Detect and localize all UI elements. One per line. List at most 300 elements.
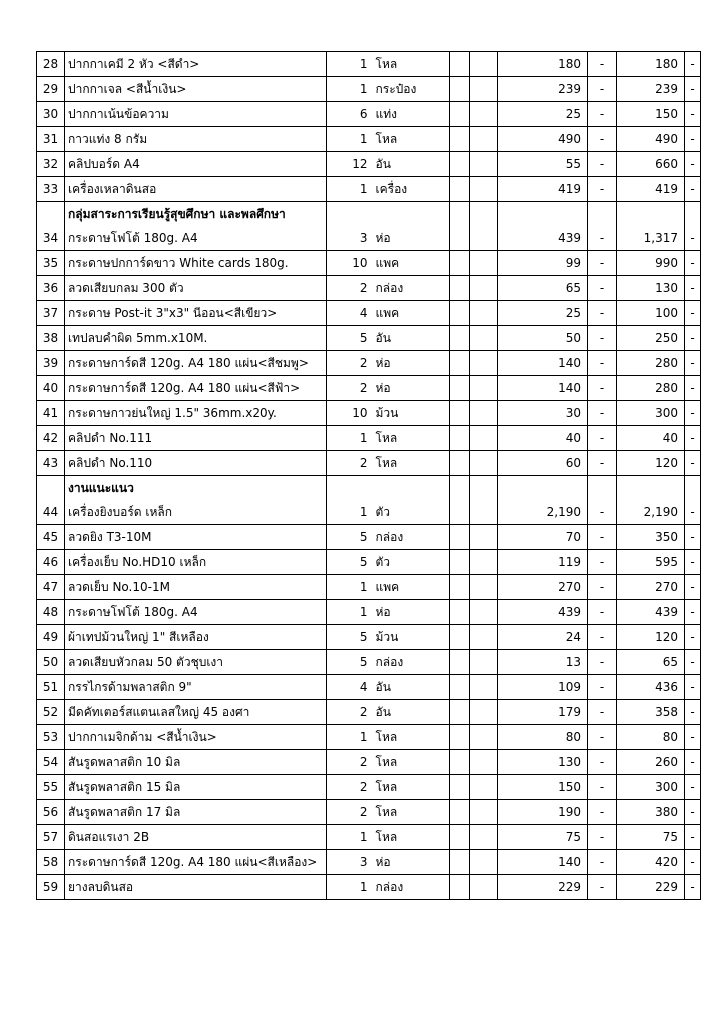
table-row bbox=[37, 775, 701, 800]
item-name: คลิปบอร์ด A4 bbox=[65, 152, 327, 177]
blank-cell-a bbox=[450, 850, 470, 875]
total-price: 65 bbox=[617, 650, 685, 675]
unit-price: 130 bbox=[498, 750, 588, 775]
blank-cell-b bbox=[470, 575, 498, 600]
item-name: กระดาษ Post-it 3"x3" นีออน<สีเขียว> bbox=[65, 301, 327, 326]
unit-price: 190 bbox=[498, 800, 588, 825]
item-quantity: 2 bbox=[327, 276, 372, 301]
row-number: 28 bbox=[37, 52, 65, 77]
price-satang: - bbox=[588, 251, 617, 276]
unit-price: 150 bbox=[498, 775, 588, 800]
item-unit: อัน bbox=[372, 326, 450, 351]
unit-price: 239 bbox=[498, 77, 588, 102]
blank-cell-a bbox=[450, 251, 470, 276]
item-name: กระดาษโฟโต้ 180g. A4 bbox=[65, 600, 327, 625]
blank-cell-a bbox=[450, 700, 470, 725]
unit-price: 179 bbox=[498, 700, 588, 725]
total-satang: - bbox=[685, 127, 701, 152]
table-row bbox=[37, 525, 701, 550]
unit-price: 2,190 bbox=[498, 500, 588, 525]
blank-cell-a bbox=[450, 52, 470, 77]
item-name: ปากกาเน้นข้อความ bbox=[65, 102, 327, 127]
price-satang: - bbox=[588, 825, 617, 850]
group-heading-row bbox=[37, 202, 701, 227]
row-number: 31 bbox=[37, 127, 65, 152]
total-price: 280 bbox=[617, 376, 685, 401]
total-satang: - bbox=[685, 226, 701, 251]
row-number: 38 bbox=[37, 326, 65, 351]
total-price: 436 bbox=[617, 675, 685, 700]
item-name: กระดาษปกการ์ดขาว White cards 180g. bbox=[65, 251, 327, 276]
blank-cell-b bbox=[470, 750, 498, 775]
row-number: 55 bbox=[37, 775, 65, 800]
table-row bbox=[37, 301, 701, 326]
blank-cell-a bbox=[450, 451, 470, 476]
item-unit: โหล bbox=[372, 775, 450, 800]
total-satang: - bbox=[685, 152, 701, 177]
table-row bbox=[37, 326, 701, 351]
table-row bbox=[37, 152, 701, 177]
total-price: 660 bbox=[617, 152, 685, 177]
row-number: 41 bbox=[37, 401, 65, 426]
table-row bbox=[37, 52, 701, 77]
table-row bbox=[37, 750, 701, 775]
table-row bbox=[37, 875, 701, 900]
item-unit: กล่อง bbox=[372, 525, 450, 550]
table-row bbox=[37, 650, 701, 675]
supply-list-table bbox=[36, 51, 701, 900]
table-row bbox=[37, 725, 701, 750]
price-satang: - bbox=[588, 426, 617, 451]
total-satang: - bbox=[685, 875, 701, 900]
row-number: 34 bbox=[37, 226, 65, 251]
total-satang: - bbox=[685, 251, 701, 276]
blank-cell-b bbox=[470, 650, 498, 675]
item-name: กรรไกรด้ามพลาสติก 9" bbox=[65, 675, 327, 700]
item-unit: กล่อง bbox=[372, 276, 450, 301]
item-quantity: 2 bbox=[327, 376, 372, 401]
blank-cell-b bbox=[470, 525, 498, 550]
total-satang: - bbox=[685, 77, 701, 102]
item-unit: ห่อ bbox=[372, 376, 450, 401]
blank-cell-a bbox=[450, 177, 470, 202]
unit-price: 25 bbox=[498, 102, 588, 127]
total-satang: - bbox=[685, 401, 701, 426]
blank-cell-a bbox=[450, 77, 470, 102]
unit-price: 439 bbox=[498, 600, 588, 625]
table-row bbox=[37, 251, 701, 276]
item-quantity: 6 bbox=[327, 102, 372, 127]
blank-cell-b bbox=[470, 401, 498, 426]
item-unit: โหล bbox=[372, 750, 450, 775]
table-row bbox=[37, 550, 701, 575]
item-name: คลิปดำ No.111 bbox=[65, 426, 327, 451]
row-number: 54 bbox=[37, 750, 65, 775]
price-satang: - bbox=[588, 351, 617, 376]
total-satang: - bbox=[685, 426, 701, 451]
total-satang: - bbox=[685, 650, 701, 675]
unit-price: 55 bbox=[498, 152, 588, 177]
item-name: ปากกาเคมี 2 หัว <สีดำ> bbox=[65, 52, 327, 77]
total-price: 100 bbox=[617, 301, 685, 326]
blank-cell-b bbox=[470, 276, 498, 301]
item-unit: ห่อ bbox=[372, 226, 450, 251]
total-price: 419 bbox=[617, 177, 685, 202]
table-row bbox=[37, 77, 701, 102]
price-satang: - bbox=[588, 875, 617, 900]
item-quantity: 3 bbox=[327, 226, 372, 251]
blank-cell-b bbox=[470, 77, 498, 102]
group-section-health bbox=[37, 202, 701, 251]
total-price: 80 bbox=[617, 725, 685, 750]
blank-cell-b bbox=[470, 251, 498, 276]
row-number: 49 bbox=[37, 625, 65, 650]
unit-price: 140 bbox=[498, 351, 588, 376]
price-satang: - bbox=[588, 575, 617, 600]
total-satang: - bbox=[685, 725, 701, 750]
item-quantity: 1 bbox=[327, 500, 372, 525]
total-price: 120 bbox=[617, 625, 685, 650]
item-unit: โหล bbox=[372, 127, 450, 152]
total-price: 300 bbox=[617, 775, 685, 800]
total-price: 260 bbox=[617, 750, 685, 775]
unit-price: 439 bbox=[498, 226, 588, 251]
blank-cell-a bbox=[450, 351, 470, 376]
table-row bbox=[37, 800, 701, 825]
total-satang: - bbox=[685, 525, 701, 550]
blank-cell-b bbox=[470, 725, 498, 750]
blank-cell-b bbox=[470, 52, 498, 77]
item-quantity: 12 bbox=[327, 152, 372, 177]
item-name: เทปลบคำผิด 5mm.x10M. bbox=[65, 326, 327, 351]
price-satang: - bbox=[588, 550, 617, 575]
item-quantity: 5 bbox=[327, 625, 372, 650]
row-number: 44 bbox=[37, 500, 65, 525]
price-satang: - bbox=[588, 775, 617, 800]
row-number: 57 bbox=[37, 825, 65, 850]
unit-price: 70 bbox=[498, 525, 588, 550]
price-satang: - bbox=[588, 675, 617, 700]
item-name: สันรูดพลาสติก 15 มิล bbox=[65, 775, 327, 800]
blank-cell-b bbox=[470, 426, 498, 451]
blank-cell-a bbox=[450, 750, 470, 775]
price-satang: - bbox=[588, 650, 617, 675]
total-satang: - bbox=[685, 575, 701, 600]
blank-cell-a bbox=[450, 825, 470, 850]
item-quantity: 1 bbox=[327, 575, 372, 600]
item-quantity: 5 bbox=[327, 326, 372, 351]
blank-cell-b bbox=[470, 625, 498, 650]
total-satang: - bbox=[685, 52, 701, 77]
unit-price: 50 bbox=[498, 326, 588, 351]
price-satang: - bbox=[588, 525, 617, 550]
item-name: เครื่องเหลาดินสอ bbox=[65, 177, 327, 202]
group-section-guidance bbox=[37, 476, 701, 525]
table-body-c bbox=[37, 525, 701, 900]
item-name: ลวดเย็บ No.10-1M bbox=[65, 575, 327, 600]
item-name: ดินสอแรเงา 2B bbox=[65, 825, 327, 850]
item-unit: โหล bbox=[372, 426, 450, 451]
total-price: 120 bbox=[617, 451, 685, 476]
total-price: 150 bbox=[617, 102, 685, 127]
total-price: 75 bbox=[617, 825, 685, 850]
blank-cell-a bbox=[450, 127, 470, 152]
total-price: 270 bbox=[617, 575, 685, 600]
unit-price: 140 bbox=[498, 850, 588, 875]
row-number: 43 bbox=[37, 451, 65, 476]
price-satang: - bbox=[588, 52, 617, 77]
price-satang: - bbox=[588, 77, 617, 102]
item-unit: ห่อ bbox=[372, 600, 450, 625]
total-price: 380 bbox=[617, 800, 685, 825]
item-quantity: 1 bbox=[327, 52, 372, 77]
blank-cell-a bbox=[450, 401, 470, 426]
blank-cell-a bbox=[450, 600, 470, 625]
total-price: 350 bbox=[617, 525, 685, 550]
unit-price: 13 bbox=[498, 650, 588, 675]
item-name: กาวแท่ง 8 กรัม bbox=[65, 127, 327, 152]
total-price: 229 bbox=[617, 875, 685, 900]
total-satang: - bbox=[685, 351, 701, 376]
group-heading: กลุ่มสาระการเรียนรู้สุขศึกษา และพลศึกษา bbox=[65, 202, 327, 227]
total-price: 1,317 bbox=[617, 226, 685, 251]
blank-cell-b bbox=[470, 550, 498, 575]
blank-cell-b bbox=[470, 451, 498, 476]
row-number: 59 bbox=[37, 875, 65, 900]
item-unit: ม้วน bbox=[372, 625, 450, 650]
unit-price: 140 bbox=[498, 376, 588, 401]
item-unit: อัน bbox=[372, 675, 450, 700]
item-name: ผ้าเทปม้วนใหญ่ 1" สีเหลือง bbox=[65, 625, 327, 650]
item-quantity: 4 bbox=[327, 675, 372, 700]
table-row bbox=[37, 500, 701, 525]
blank-cell-a bbox=[450, 775, 470, 800]
price-satang: - bbox=[588, 850, 617, 875]
blank-cell-a bbox=[450, 650, 470, 675]
total-price: 358 bbox=[617, 700, 685, 725]
item-unit: แพค bbox=[372, 575, 450, 600]
unit-price: 99 bbox=[498, 251, 588, 276]
table-row bbox=[37, 177, 701, 202]
total-satang: - bbox=[685, 675, 701, 700]
row-number: 30 bbox=[37, 102, 65, 127]
price-satang: - bbox=[588, 152, 617, 177]
total-satang: - bbox=[685, 326, 701, 351]
blank-cell-b bbox=[470, 825, 498, 850]
unit-price: 80 bbox=[498, 725, 588, 750]
total-price: 130 bbox=[617, 276, 685, 301]
unit-price: 24 bbox=[498, 625, 588, 650]
item-quantity: 2 bbox=[327, 451, 372, 476]
total-satang: - bbox=[685, 750, 701, 775]
blank-cell-a bbox=[450, 525, 470, 550]
blank-cell-a bbox=[450, 625, 470, 650]
row-number: 35 bbox=[37, 251, 65, 276]
unit-price: 25 bbox=[498, 301, 588, 326]
item-unit: โหล bbox=[372, 451, 450, 476]
total-satang: - bbox=[685, 825, 701, 850]
group-heading-row bbox=[37, 476, 701, 501]
total-satang: - bbox=[685, 451, 701, 476]
blank-cell-b bbox=[470, 850, 498, 875]
total-satang: - bbox=[685, 301, 701, 326]
total-price: 595 bbox=[617, 550, 685, 575]
total-price: 2,190 bbox=[617, 500, 685, 525]
blank-cell-a bbox=[450, 152, 470, 177]
unit-price: 60 bbox=[498, 451, 588, 476]
unit-price: 119 bbox=[498, 550, 588, 575]
price-satang: - bbox=[588, 401, 617, 426]
item-unit: โหล bbox=[372, 825, 450, 850]
blank-cell-a bbox=[450, 276, 470, 301]
total-price: 300 bbox=[617, 401, 685, 426]
blank-cell-a bbox=[450, 376, 470, 401]
table-row bbox=[37, 825, 701, 850]
item-name: มีดคัทเตอร์สแตนเลสใหญ่ 45 องศา bbox=[65, 700, 327, 725]
blank-cell-b bbox=[470, 127, 498, 152]
total-price: 239 bbox=[617, 77, 685, 102]
item-quantity: 1 bbox=[327, 600, 372, 625]
table-row bbox=[37, 376, 701, 401]
total-price: 250 bbox=[617, 326, 685, 351]
item-name: กระดาษโฟโต้ 180g. A4 bbox=[65, 226, 327, 251]
blank-cell-a bbox=[450, 301, 470, 326]
item-quantity: 4 bbox=[327, 301, 372, 326]
item-name: ลวดยิง T3-10M bbox=[65, 525, 327, 550]
total-price: 40 bbox=[617, 426, 685, 451]
item-name: ปากกาเจล <สีน้ำเงิน> bbox=[65, 77, 327, 102]
item-quantity: 1 bbox=[327, 825, 372, 850]
item-name: ลวดเสียบหัวกลม 50 ตัวชุบเงา bbox=[65, 650, 327, 675]
row-number: 40 bbox=[37, 376, 65, 401]
table-row bbox=[37, 351, 701, 376]
item-unit: ห่อ bbox=[372, 850, 450, 875]
unit-price: 229 bbox=[498, 875, 588, 900]
table-body-b bbox=[37, 251, 701, 476]
item-quantity: 1 bbox=[327, 77, 372, 102]
item-name: ลวดเสียบกลม 300 ตัว bbox=[65, 276, 327, 301]
item-name: คลิปดำ No.110 bbox=[65, 451, 327, 476]
blank-cell-a bbox=[450, 426, 470, 451]
row-number: 29 bbox=[37, 77, 65, 102]
table-row bbox=[37, 401, 701, 426]
row-number: 37 bbox=[37, 301, 65, 326]
row-number: 56 bbox=[37, 800, 65, 825]
item-unit: เครื่อง bbox=[372, 177, 450, 202]
blank-cell-b bbox=[470, 875, 498, 900]
table-row bbox=[37, 451, 701, 476]
item-quantity: 2 bbox=[327, 750, 372, 775]
row-number: 39 bbox=[37, 351, 65, 376]
table-row bbox=[37, 276, 701, 301]
item-unit: ตัว bbox=[372, 550, 450, 575]
total-satang: - bbox=[685, 500, 701, 525]
item-unit: ตัว bbox=[372, 500, 450, 525]
blank-cell-a bbox=[450, 800, 470, 825]
item-unit: แพค bbox=[372, 251, 450, 276]
total-satang: - bbox=[685, 102, 701, 127]
item-unit: อัน bbox=[372, 152, 450, 177]
total-satang: - bbox=[685, 775, 701, 800]
total-satang: - bbox=[685, 177, 701, 202]
unit-price: 180 bbox=[498, 52, 588, 77]
table-row bbox=[37, 850, 701, 875]
item-unit: อัน bbox=[372, 700, 450, 725]
price-satang: - bbox=[588, 500, 617, 525]
item-unit: ม้วน bbox=[372, 401, 450, 426]
item-unit: โหล bbox=[372, 52, 450, 77]
item-quantity: 1 bbox=[327, 426, 372, 451]
blank-cell-a bbox=[450, 575, 470, 600]
item-name: สันรูดพลาสติก 10 มิล bbox=[65, 750, 327, 775]
total-price: 990 bbox=[617, 251, 685, 276]
row-number: 46 bbox=[37, 550, 65, 575]
row-number: 33 bbox=[37, 177, 65, 202]
price-satang: - bbox=[588, 451, 617, 476]
item-quantity: 2 bbox=[327, 351, 372, 376]
row-number: 36 bbox=[37, 276, 65, 301]
item-name: สันรูดพลาสติก 17 มิล bbox=[65, 800, 327, 825]
total-price: 490 bbox=[617, 127, 685, 152]
blank-cell-b bbox=[470, 775, 498, 800]
item-quantity: 1 bbox=[327, 875, 372, 900]
blank-cell-b bbox=[470, 326, 498, 351]
row-number: 32 bbox=[37, 152, 65, 177]
price-satang: - bbox=[588, 301, 617, 326]
price-satang: - bbox=[588, 725, 617, 750]
item-name: ยางลบดินสอ bbox=[65, 875, 327, 900]
blank-cell-b bbox=[470, 177, 498, 202]
total-satang: - bbox=[685, 550, 701, 575]
blank-cell-b bbox=[470, 301, 498, 326]
row-number: 45 bbox=[37, 525, 65, 550]
item-quantity: 3 bbox=[327, 850, 372, 875]
total-satang: - bbox=[685, 376, 701, 401]
item-quantity: 10 bbox=[327, 251, 372, 276]
item-quantity: 2 bbox=[327, 800, 372, 825]
item-unit: โหล bbox=[372, 725, 450, 750]
blank-cell-b bbox=[470, 152, 498, 177]
item-unit: โหล bbox=[372, 800, 450, 825]
total-satang: - bbox=[685, 800, 701, 825]
total-satang: - bbox=[685, 700, 701, 725]
item-unit: แท่ง bbox=[372, 102, 450, 127]
row-number: 58 bbox=[37, 850, 65, 875]
row-number: 48 bbox=[37, 600, 65, 625]
item-name: กระดาษการ์ดสี 120g. A4 180 แผ่น<สีฟ้า> bbox=[65, 376, 327, 401]
price-satang: - bbox=[588, 800, 617, 825]
blank-cell-b bbox=[470, 675, 498, 700]
price-satang: - bbox=[588, 700, 617, 725]
row-number: 42 bbox=[37, 426, 65, 451]
blank-cell-a bbox=[450, 326, 470, 351]
total-price: 180 bbox=[617, 52, 685, 77]
table-row bbox=[37, 675, 701, 700]
item-quantity: 1 bbox=[327, 127, 372, 152]
blank-cell-b bbox=[470, 102, 498, 127]
blank-cell-b bbox=[470, 351, 498, 376]
item-name: กระดาษกาวย่นใหญ่ 1.5" 36mm.x20y. bbox=[65, 401, 327, 426]
row-number: 50 bbox=[37, 650, 65, 675]
item-unit: กล่อง bbox=[372, 650, 450, 675]
row-number: 47 bbox=[37, 575, 65, 600]
blank-cell-a bbox=[450, 725, 470, 750]
item-quantity: 5 bbox=[327, 550, 372, 575]
item-quantity: 5 bbox=[327, 650, 372, 675]
table-row bbox=[37, 426, 701, 451]
item-name: เครื่องยิงบอร์ด เหล็ก bbox=[65, 500, 327, 525]
unit-price: 109 bbox=[498, 675, 588, 700]
